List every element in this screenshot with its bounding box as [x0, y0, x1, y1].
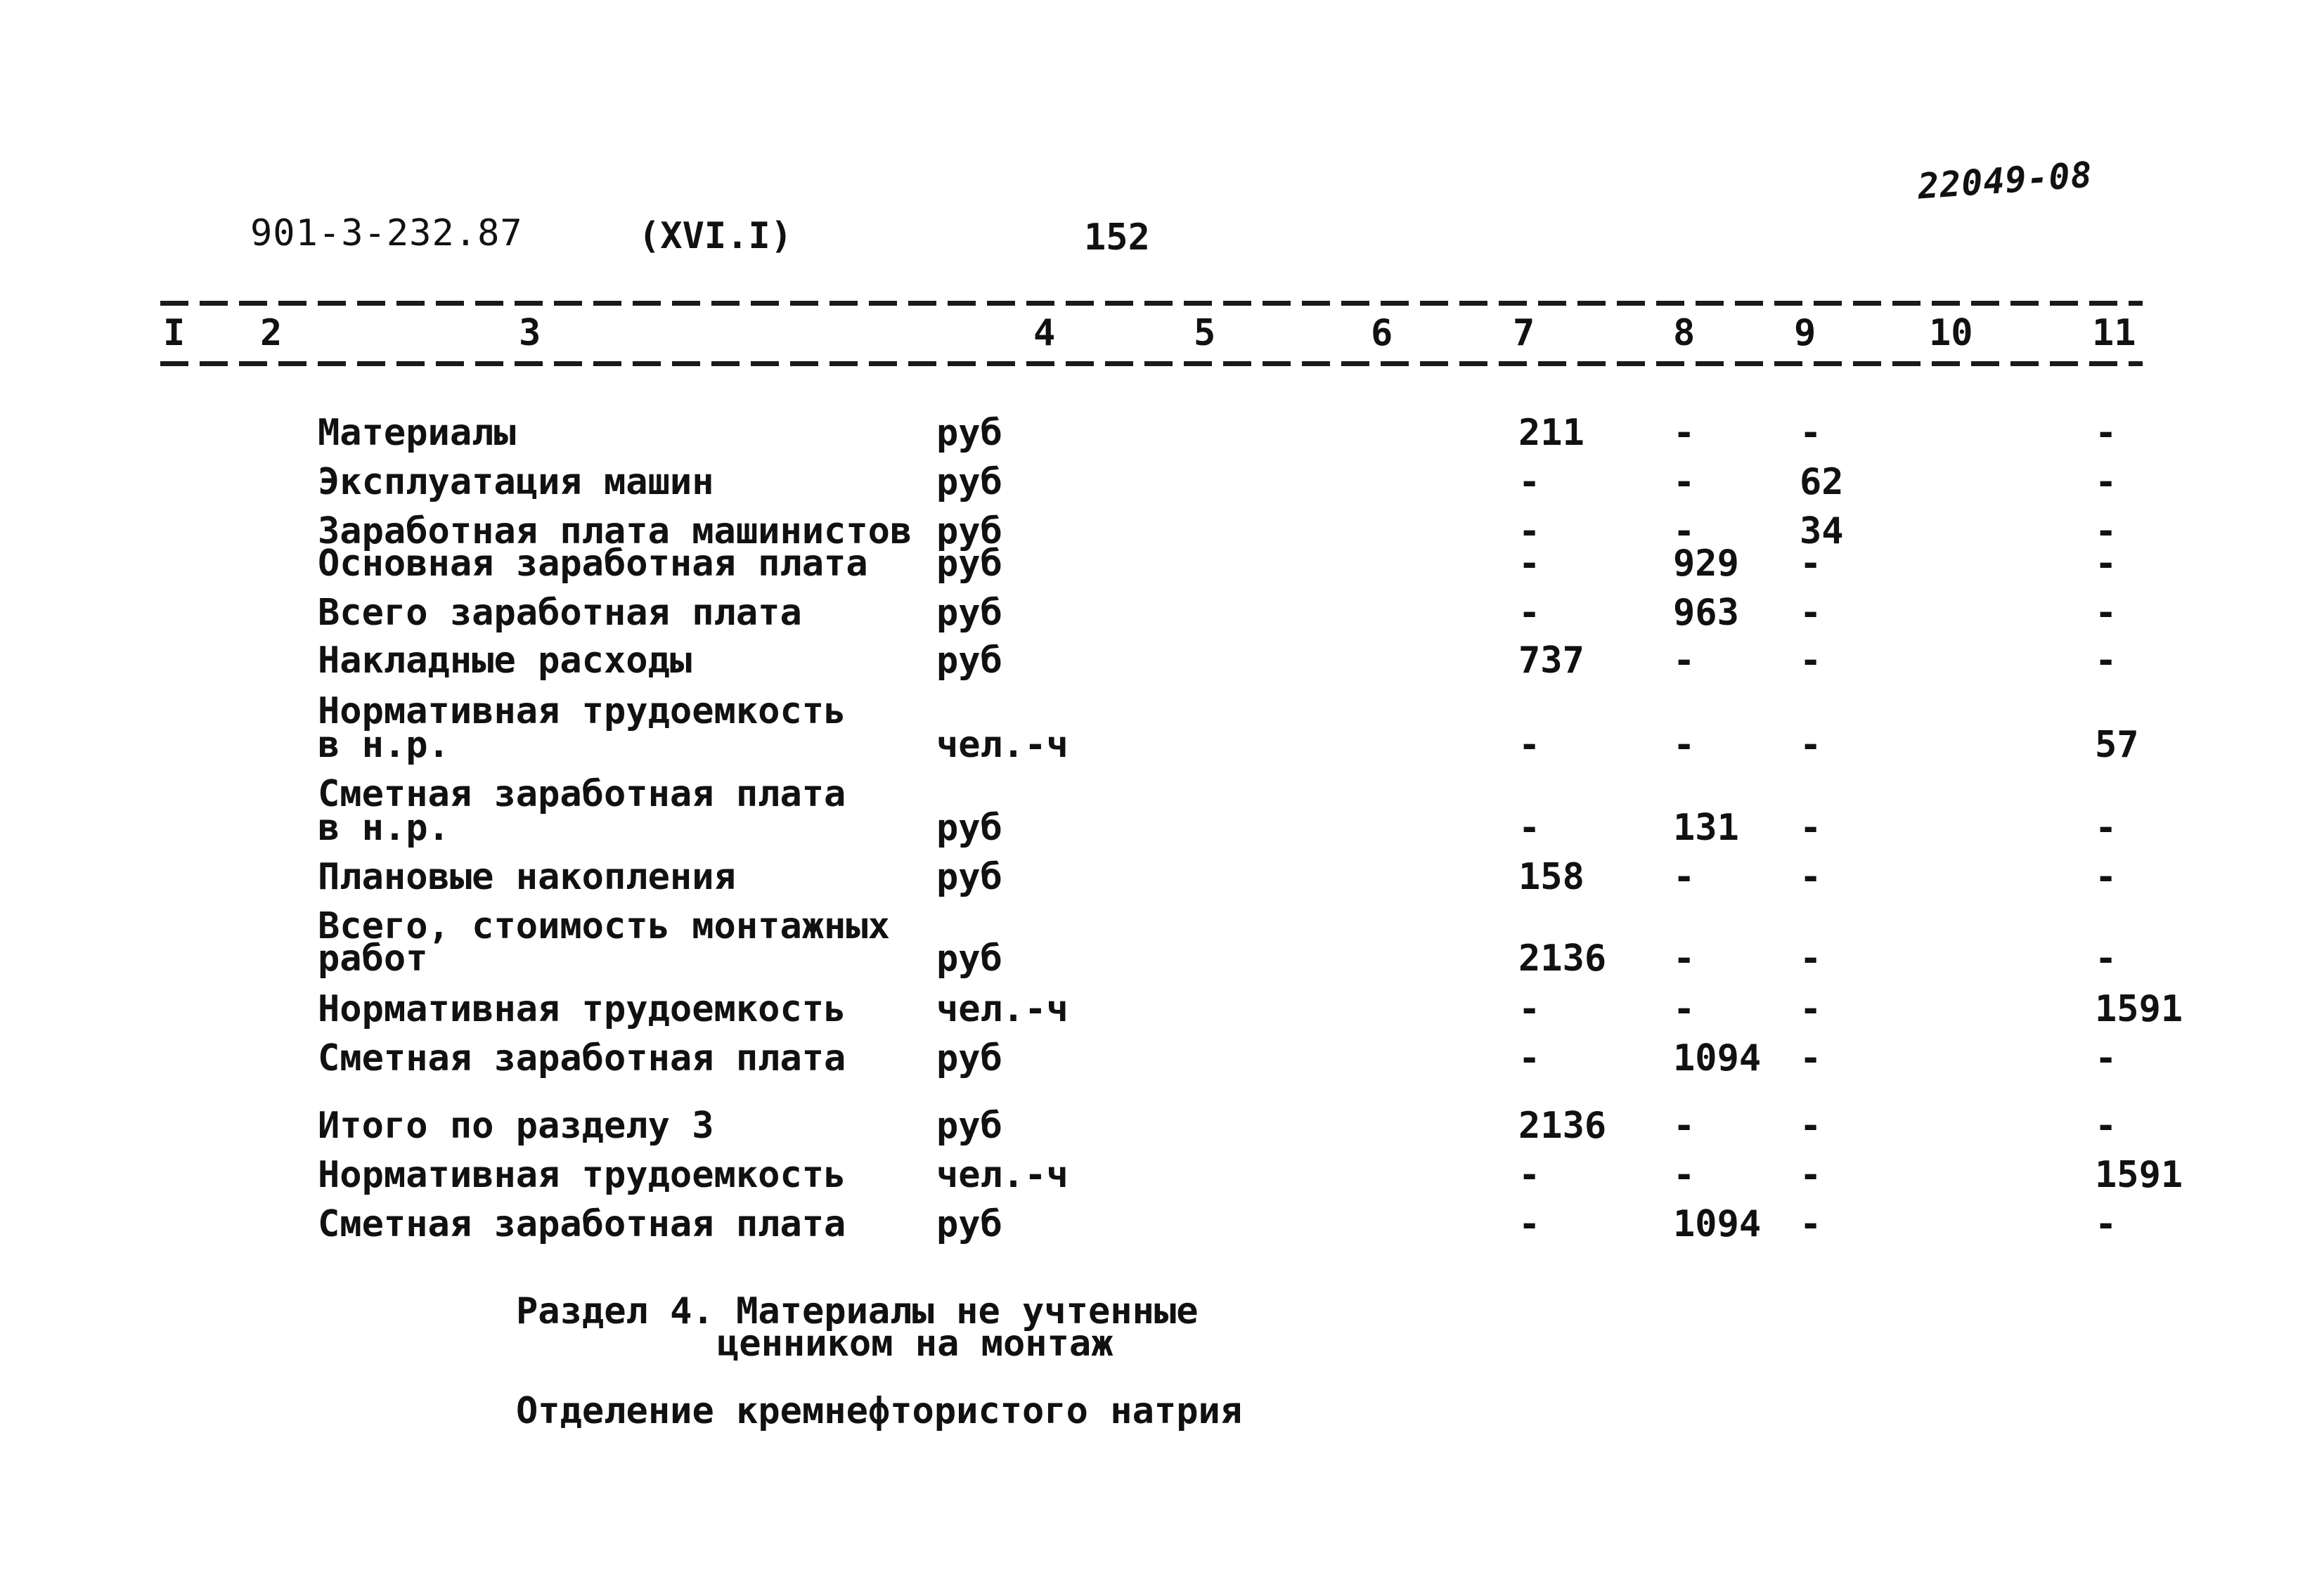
table-row	[0, 642, 2324, 692]
row-col9: -	[1800, 592, 1822, 634]
table-row	[0, 461, 2324, 513]
row-unit: чел.-ч	[936, 724, 1069, 766]
part-label: (XVI.I)	[638, 215, 793, 257]
row-name: Эксплуатация машин	[318, 461, 714, 503]
table-row	[0, 592, 2324, 644]
row-col7: -	[1518, 543, 1541, 585]
row-col9: -	[1800, 856, 1822, 898]
col-header-3: 3	[519, 312, 541, 354]
table-row	[0, 1154, 2324, 1206]
row-col8: -	[1673, 988, 1696, 1030]
row-col11: -	[2095, 592, 2117, 634]
row-unit: руб	[936, 1037, 1002, 1079]
row-unit: руб	[936, 937, 1002, 980]
row-col8: 131	[1673, 807, 1739, 849]
row-col7: -	[1518, 510, 1541, 552]
row-col8: -	[1673, 937, 1696, 980]
row-col9: -	[1800, 1203, 1822, 1245]
col-header-6: 6	[1371, 312, 1393, 354]
row-col9: -	[1800, 724, 1822, 766]
row-col11: -	[2095, 1105, 2117, 1147]
row-col7: -	[1518, 1037, 1541, 1079]
row-col8: -	[1673, 856, 1696, 898]
row-col11: -	[2095, 510, 2117, 552]
table-row	[0, 1203, 2324, 1255]
row-unit: руб	[936, 1203, 1002, 1245]
row-col9: -	[1800, 1154, 1822, 1196]
row-col7: 737	[1518, 640, 1584, 682]
row-col9: -	[1800, 988, 1822, 1030]
row-col7: 158	[1518, 856, 1584, 898]
row-col9: 62	[1800, 461, 1844, 503]
table-row	[0, 856, 2324, 908]
table-row	[0, 690, 2324, 777]
row-unit: чел.-ч	[936, 988, 1069, 1030]
table-row	[0, 1037, 2324, 1089]
row-col9: -	[1800, 807, 1822, 849]
row-col7: -	[1518, 592, 1541, 634]
section4-title-cont: ценником на монтаж	[717, 1323, 1113, 1365]
row-unit: руб	[936, 807, 1002, 849]
table-row	[0, 1105, 2324, 1157]
row-col9: -	[1800, 937, 1822, 980]
row-name: Нормативная трудоемкость	[318, 690, 846, 732]
document-code: 901-3-232.87	[250, 212, 523, 254]
row-col9: -	[1800, 640, 1822, 682]
row-col9: -	[1800, 1037, 1822, 1079]
page-number: 152	[1084, 216, 1150, 259]
row-name-cont: в н.р.	[318, 807, 450, 849]
row-name: Сметная заработная плата	[318, 773, 846, 815]
row-col8: -	[1673, 1105, 1696, 1147]
row-name: Сметная заработная плата	[318, 1037, 846, 1079]
col-header-8: 8	[1673, 312, 1696, 354]
table-row	[0, 773, 2324, 860]
row-col11: 1591	[2095, 1154, 2183, 1196]
col-header-11: 11	[2092, 312, 2136, 354]
row-col7: -	[1518, 1154, 1541, 1196]
table-row	[0, 412, 2324, 464]
row-col7: -	[1518, 807, 1541, 849]
row-col11: 1591	[2095, 988, 2183, 1030]
row-col11: -	[2095, 412, 2117, 454]
row-unit: руб	[936, 510, 1002, 552]
row-col8: -	[1673, 412, 1696, 454]
row-col11: -	[2095, 807, 2117, 849]
table-row	[0, 988, 2324, 1040]
row-name: Накладные расходы	[318, 640, 692, 682]
col-header-9: 9	[1794, 312, 1816, 354]
row-name: Нормативная трудоемкость	[318, 988, 846, 1030]
row-name-cont: работ	[318, 937, 428, 980]
row-col7: 2136	[1518, 937, 1607, 980]
row-col7: -	[1518, 1203, 1541, 1245]
row-name-cont: в н.р.	[318, 724, 450, 766]
row-name: Всего, стоимость монтажных	[318, 905, 890, 947]
row-col11: 57	[2095, 724, 2139, 766]
row-col11: -	[2095, 640, 2117, 682]
row-col8: -	[1673, 640, 1696, 682]
row-name: Материалы	[318, 412, 516, 454]
row-col8: -	[1673, 510, 1696, 552]
row-col9: -	[1800, 1105, 1822, 1147]
col-header-5: 5	[1194, 312, 1216, 354]
row-col11: -	[2095, 1203, 2117, 1245]
row-name: Нормативная трудоемкость	[318, 1154, 846, 1196]
row-col11: -	[2095, 937, 2117, 980]
row-unit: руб	[936, 640, 1002, 682]
row-col11: -	[2095, 461, 2117, 503]
row-col9: 34	[1800, 510, 1844, 552]
row-col11: -	[2095, 856, 2117, 898]
row-col8: -	[1673, 724, 1696, 766]
header-top-rule	[160, 301, 2143, 306]
row-unit: руб	[936, 412, 1002, 454]
row-col7: -	[1518, 461, 1541, 503]
row-col7: -	[1518, 724, 1541, 766]
row-col8: -	[1673, 1154, 1696, 1196]
row-unit: руб	[936, 1105, 1002, 1147]
row-name: Сметная заработная плата	[318, 1203, 846, 1245]
stamp-number: 22049-08	[1916, 154, 2094, 207]
row-unit: руб	[936, 461, 1002, 503]
row-name: Итого по разделу 3	[318, 1105, 714, 1147]
row-unit: чел.-ч	[936, 1154, 1069, 1196]
header-bottom-rule	[160, 361, 2143, 366]
row-unit: руб	[936, 543, 1002, 585]
row-name: Заработная плата машинистов	[318, 510, 912, 552]
section4-title: Раздел 4. Материалы не учтенные	[516, 1290, 1199, 1332]
col-header-10: 10	[1929, 312, 1973, 354]
row-col7: 211	[1518, 412, 1584, 454]
table-row	[0, 545, 2324, 595]
row-name: Всего заработная плата	[318, 592, 802, 634]
row-col8: -	[1673, 461, 1696, 503]
row-col9: -	[1800, 543, 1822, 585]
row-col7: 2136	[1518, 1105, 1607, 1147]
col-header-7: 7	[1513, 312, 1535, 354]
row-unit: руб	[936, 592, 1002, 634]
row-col8: 963	[1673, 592, 1739, 634]
row-col8: 1094	[1673, 1203, 1762, 1245]
row-unit: руб	[936, 856, 1002, 898]
col-header-4: 4	[1033, 312, 1056, 354]
col-header-1: I	[163, 312, 186, 354]
row-col8: 1094	[1673, 1037, 1762, 1079]
section4-subtitle: Отделение кремнефтористого натрия	[516, 1390, 1243, 1432]
row-name: Плановые накопления	[318, 856, 736, 898]
row-col9: -	[1800, 412, 1822, 454]
row-col11: -	[2095, 543, 2117, 585]
row-col11: -	[2095, 1037, 2117, 1079]
row-col7: -	[1518, 988, 1541, 1030]
col-header-2: 2	[260, 312, 283, 354]
table-row	[0, 905, 2324, 992]
row-col8: 929	[1673, 543, 1739, 585]
row-name: Основная заработная плата	[318, 543, 868, 585]
